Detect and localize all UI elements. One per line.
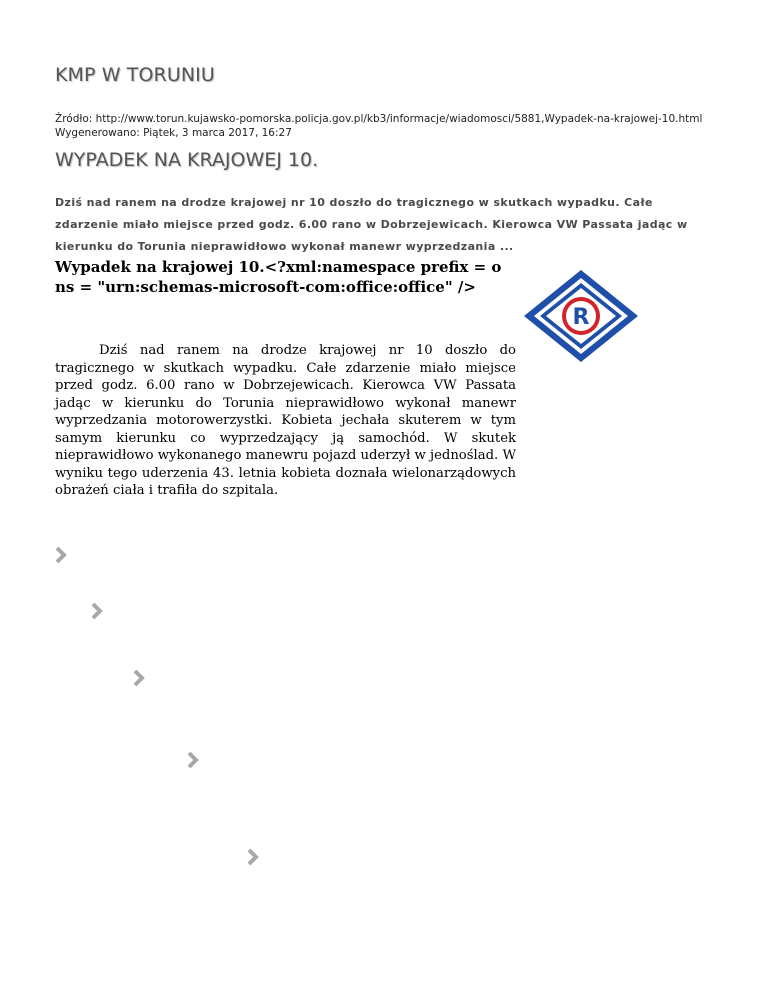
chevron-right-icon [131, 668, 147, 688]
chevron-right-icon [53, 545, 69, 565]
chevron-right-icon [185, 750, 201, 770]
body-text: Dziś nad ranem na drodze krajowej nr 10 doszło do tragicznego w skutkach wypadku. Całe zdarzenie miało miejsce przed godz. 6.00 rano w Dobrzejewicach. Kierowca VW Passata jadąc w kierunku do Torunia nieprawidłowo wykonał manewr wyprzedzania motorowerzystki. Kobieta jechała skuterem w tym samym kierunku co wyprzedzający ją samochód. W skutek nieprawidłowo wykonanego manewru pojazd uderzył w jednoślad. W wyniku tego uderzenia 43. letnia kobieta doznała wielonarządowych obrażeń ciała i trafiła do szpitala. [55, 343, 516, 498]
logo-letter: R [572, 305, 590, 330]
body-heading: Wypadek na krajowej 10.<?xml:namespace prefix = o ns = "urn:schemas-microsoft-com:office:office" /> [55, 258, 502, 296]
chevron-right-icon [89, 601, 105, 621]
document-meta [55, 112, 702, 140]
chevron-right-icon [245, 847, 261, 867]
source-line: Źródło: http://www.torun.kujawsko-pomorska.policja.gov.pl/kb3/informacje/wiadomosci/5881,Wypadek-na-krajowej-10.html [55, 113, 703, 125]
article-lead: Dziś nad ranem na drodze krajowej nr 10 doszło do tragicznego w skutkach wypadku. Całe zdarzenie miało miejsce przed godz. 6.00 rano w Dobrzejewicach. Kierowca VW Passata jadąc w kierunku do Torunia nieprawidłowo wykonał manewr wyprzedzania ... [55, 196, 688, 253]
article-title: WYPADEK NA KRAJOWEJ 10. [55, 149, 319, 171]
generated-line: Wygenerowano: Piątek, 3 marca 2017, 16:27 [55, 127, 292, 139]
road-police-logo [522, 268, 640, 364]
site-title: KMP W TORUNIU [55, 64, 215, 86]
